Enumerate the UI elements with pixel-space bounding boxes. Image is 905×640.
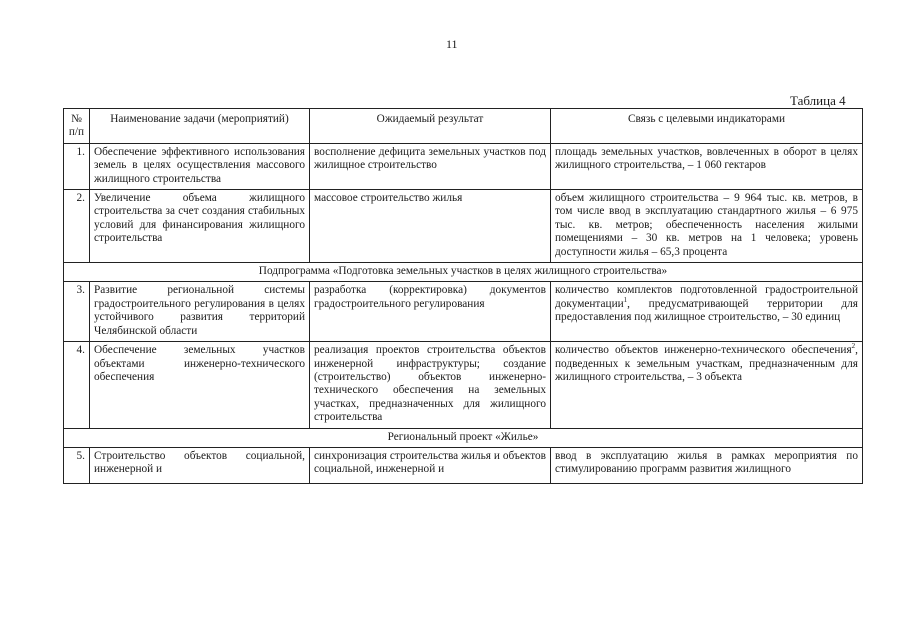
row-result: восполнение дефицита земельных участков под жилищное строительство (310, 143, 551, 189)
indicator-text: количество комплектов подготовленной градостроительной документации (555, 284, 858, 310)
page-number: 11 (446, 37, 458, 51)
row-result: реализация проектов строительства объектов инженерной инфраструктуры; создание (строительство) объектов инженерно-технического обеспечения на земельных участках, предназначенных для жилищного строительства (310, 342, 551, 428)
row-number: 1. (64, 143, 90, 189)
row-indicator (551, 342, 863, 428)
table-row (64, 282, 863, 342)
footnote-mark: 1 (623, 296, 628, 305)
table-row (64, 342, 863, 428)
row-indicator: ввод в эксплуатацию жилья в рамках мероприятия по стимулированию программ развития жилищного (551, 447, 863, 483)
row-indicator: объем жилищного строительства – 9 964 тыс. кв. метров, в том числе ввод в эксплуатацию стандартного жилья – 6 975 тыс. кв. метров; обеспеченность населения жилыми помещениями – 30 кв. метров на 1 человека; уровень доступности жилья – 65,3 процента (551, 190, 863, 263)
table-row (64, 190, 863, 263)
table-row (64, 143, 863, 189)
row-result: синхронизация строительства жилья и объектов социальной, инженерной и (310, 447, 551, 483)
row-task: Увеличение объема жилищного строительства за счет создания стабильных условий для финансирования жилищного строительства (90, 190, 310, 263)
row-indicator (551, 282, 863, 342)
row-number: 3. (64, 282, 90, 342)
header-result: Ожидаемый результат (310, 109, 551, 144)
indicators-table (63, 108, 863, 484)
indicator-text: , предусматривающей территории для предоставления под жилищное строительство, – 30 единиц (555, 297, 858, 324)
table-header-row (64, 109, 863, 144)
row-number: 5. (64, 447, 90, 483)
row-number: 2. (64, 190, 90, 263)
footnote-mark: 2 (851, 342, 856, 351)
row-number: 4. (64, 342, 90, 428)
row-task: Строительство объектов социальной, инженерной и (90, 447, 310, 483)
row-result: массовое строительство жилья (310, 190, 551, 263)
project-title: Региональный проект «Жилье» (64, 428, 863, 447)
indicator-text: количество объектов инженерно-технического обеспечения (555, 344, 852, 357)
header-indicator: Связь с целевыми индикаторами (551, 109, 863, 144)
subprogram-heading-row (64, 263, 863, 282)
subprogram-title: Подпрограмма «Подготовка земельных участков в целях жилищного строительства» (64, 263, 863, 282)
row-indicator: площадь земельных участков, вовлеченных в оборот в целях жилищного строительства, – 1 060 гектаров (551, 143, 863, 189)
row-task: Обеспечение земельных участков объектами инженерно-технического обеспечения (90, 342, 310, 428)
row-task: Обеспечение эффективного использования земель в целях осуществления массового жилищного строительства (90, 143, 310, 189)
header-task: Наименование задачи (мероприятий) (90, 109, 310, 144)
row-task: Развитие региональной системы градостроительного регулирования в целях устойчивого развития территорий Челябинской области (90, 282, 310, 342)
indicator-text: , подведенных к земельным участкам, предназначенным для жилищного строительства, – 3 объекта (555, 344, 858, 383)
header-number: № п/п (64, 109, 90, 144)
project-heading-row (64, 428, 863, 447)
row-result: разработка (корректировка) документов градостроительного регулирования (310, 282, 551, 342)
table-label: Таблица 4 (790, 93, 846, 108)
table-row (64, 447, 863, 483)
